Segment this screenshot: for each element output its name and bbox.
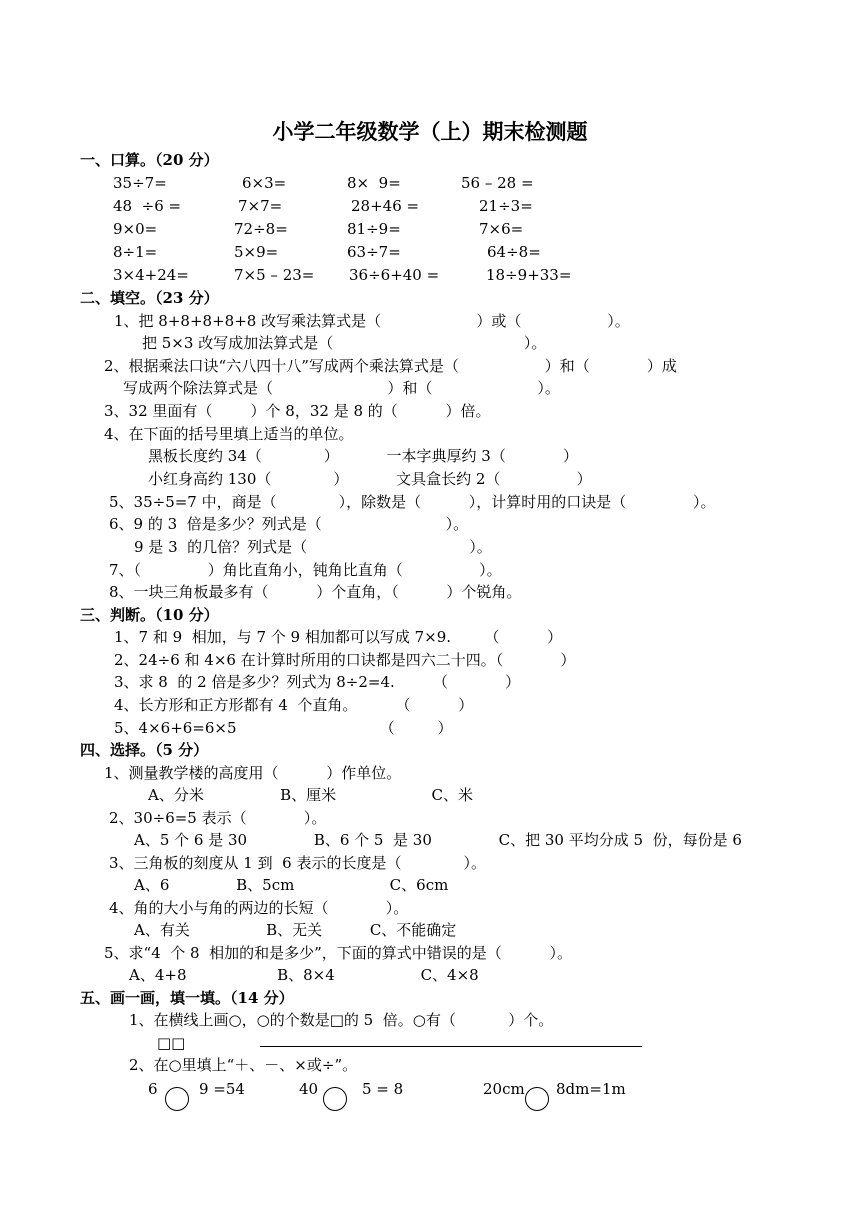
judge-q3: 3、求 8 的 2 倍是多少？列式为 8÷2=4. （ ） [114, 673, 521, 691]
calc-r5-c4: 18÷9+33= [486, 266, 572, 284]
choice-q1-options: A、分米 B、厘米 C、米 [148, 786, 473, 804]
section-5-header: 五、画一画，填一填。（14 分） [80, 989, 294, 1007]
answer-circle-3[interactable] [525, 1087, 549, 1111]
calc-r3-c2: 72÷8= [234, 220, 288, 238]
choice-q3: 3、三角板的刻度从 1 到 6 表示的长度是（ ）。 [109, 854, 486, 872]
calc-r1-c1: 35÷7= [113, 174, 167, 192]
choice-q4: 4、角的大小与角的两边的长短（ ）。 [109, 899, 409, 917]
section-3-header: 三、判断。（10 分） [80, 606, 219, 624]
calc-r4-c1: 8÷1= [113, 243, 158, 261]
calc-r1-c3: 8× 9= [347, 174, 401, 192]
eq3-right: 8dm=1m [556, 1080, 626, 1098]
choice-q3-options: A、6 B、5cm C、6cm [134, 876, 449, 894]
choice-q5-options: A、4+8 B、8×4 C、4×8 [129, 966, 479, 984]
fill-q8: 8、一块三角板最多有（ ）个直角，（ ）个锐角。 [109, 583, 522, 601]
calc-r5-c1: 3×4+24= [113, 266, 189, 284]
eq2-right: 5 = 8 [362, 1080, 404, 1098]
eq2-left: 40 [299, 1080, 319, 1098]
calc-r5-c2: 7×5 – 23= [234, 266, 315, 284]
calc-r3-c1: 9×0= [113, 220, 158, 238]
calc-r3-c4: 7×6= [479, 220, 524, 238]
choice-q1: 1、测量教学楼的高度用（ ）作单位。 [104, 764, 402, 782]
calc-r4-c4: 64÷8= [487, 243, 541, 261]
judge-q4: 4、长方形和正方形都有 4 个直角。 （ ） [114, 696, 474, 714]
eq1-left: 6 [148, 1080, 158, 1098]
section-1-header: 一、口算。（20 分） [80, 151, 219, 169]
fill-q4a: 黑板长度约 34（ ） 一本字典厚约 3（ ） [148, 447, 579, 465]
fill-q5: 5、35÷5=7 中，商是（ ），除数是（ ），计算时用的口诀是（ ）。 [109, 493, 716, 511]
draw-q1: 1、在横线上画○，○的个数是□的 5 倍。○有（ ）个。 [129, 1011, 554, 1029]
calc-r2-c4: 21÷3= [479, 197, 533, 215]
page-title: 小学二年级数学（上）期末检测题 [272, 119, 588, 144]
draw-line [260, 1046, 642, 1047]
calc-r4-c2: 5×9= [234, 243, 279, 261]
draw-q2: 2、在○里填上“＋、－、×或÷”。 [129, 1056, 358, 1074]
fill-q6b: 9 是 3 的几倍？列式是（ ）。 [134, 538, 492, 556]
fill-q4b: 小红身高约 130（ ） 文具盒长约 2（ ） [148, 470, 592, 488]
answer-circle-1[interactable] [165, 1087, 189, 1111]
fill-q2: 2、根据乘法口诀“六八四十八”写成两个乘法算式是（ ）和（ ）成 [104, 357, 677, 375]
judge-q5: 5、4×6+6=6×5 （ ） [114, 719, 453, 737]
choice-q5: 5、求“4 个 8 相加的和是多少”，下面的算式中错误的是（ ）。 [104, 944, 572, 962]
choice-q2: 2、30÷6=5 表示（ ）。 [109, 809, 327, 827]
eq3-left: 20cm [483, 1080, 525, 1098]
calc-r2-c2: 7×7= [238, 197, 283, 215]
calc-r2-c3: 28+46 = [351, 197, 420, 215]
fill-q7: 7、（ ）角比直角小，钝角比直角（ ）。 [109, 561, 502, 579]
section-2-header: 二、填空。（23 分） [80, 289, 219, 307]
fill-q6: 6、9 的 3 倍是多少？列式是（ ）。 [109, 515, 469, 533]
calc-r3-c3: 81÷9= [347, 220, 401, 238]
fill-q1b: 把 5×3 改写成加法算式是（ ）。 [142, 334, 547, 352]
judge-q2: 2、24÷6 和 4×6 在计算时所用的口诀都是四六二十四。（ ） [114, 651, 576, 669]
calc-r1-c4: 56 – 28 = [461, 174, 534, 192]
judge-q1: 1、7 和 9 相加，与 7 个 9 相加都可以写成 7×9. （ ） [114, 628, 563, 646]
answer-circle-2[interactable] [323, 1087, 347, 1111]
calc-r4-c3: 63÷7= [347, 243, 401, 261]
calc-r5-c3: 36÷6+40 = [349, 266, 440, 284]
choice-q2-options: A、5 个 6 是 30 B、6 个 5 是 30 C、把 30 平均分成 5 份，每份是 6 [134, 831, 742, 849]
fill-q2b: 写成两个除法算式是（ ）和（ ）。 [123, 379, 560, 397]
draw-squares: □□ [157, 1034, 186, 1052]
section-4-header: 四、选择。（5 分） [80, 741, 209, 759]
choice-q4-options: A、有关 B、无关 C、不能确定 [134, 921, 457, 939]
calc-r2-c1: 48 ÷6 = [113, 197, 182, 215]
fill-q1: 1、把 8+8+8+8+8 改写乘法算式是（ ）或（ ）。 [114, 312, 630, 330]
calc-r1-c2: 6×3= [242, 174, 287, 192]
eq1-right: 9 =54 [199, 1080, 245, 1098]
fill-q3: 3、32 里面有（ ）个 8，32 是 8 的（ ）倍。 [104, 402, 491, 420]
fill-q4: 4、在下面的括号里填上适当的单位。 [104, 425, 354, 443]
